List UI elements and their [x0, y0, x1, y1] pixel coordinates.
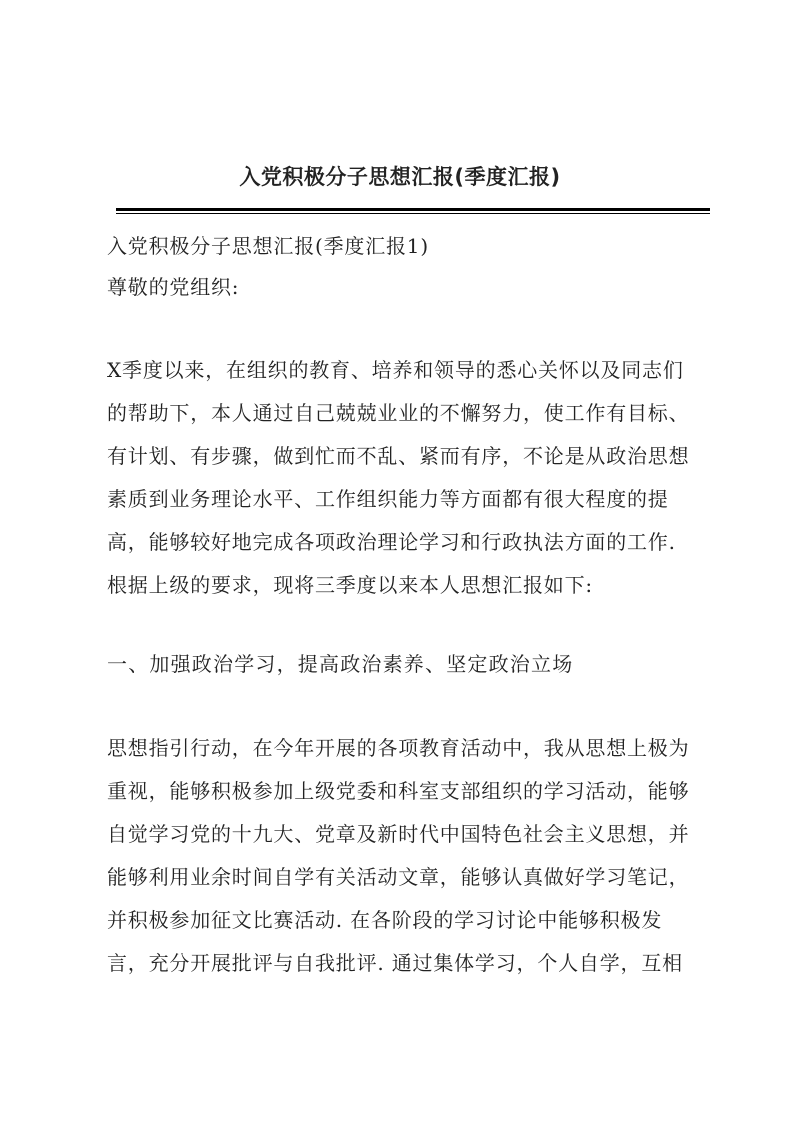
section-heading: 一、加强政治学习，提高政治素养、坚定政治立场: [107, 652, 574, 676]
paragraph-line: 的帮助下，本人通过自己兢兢业业的不懈努力，使工作有目标、: [107, 401, 690, 425]
document-subtitle: 入党积极分子思想汇报(季度汇报1): [107, 234, 429, 258]
paragraph-line: 言，充分开展批评与自我批评. 通过集体学习，个人自学，互相: [107, 951, 683, 975]
salutation: 尊敬的党组织:: [107, 275, 240, 299]
paragraph-line: 自觉学习党的十九大、党章及新时代中国特色社会主义思想，并: [107, 822, 690, 846]
title-divider: [116, 208, 710, 214]
paragraph-line: 根据上级的要求，现将三季度以来本人思想汇报如下:: [107, 573, 593, 597]
paragraph-line: 能够利用业余时间自学有关活动文章，能够认真做好学习笔记，: [107, 865, 690, 889]
paragraph-line: 有计划、有步骤，做到忙而不乱、紧而有序，不论是从政治思想: [107, 444, 690, 468]
paragraph-line: 重视，能够积极参加上级党委和科室支部组织的学习活动，能够: [107, 779, 690, 803]
paragraph-line: X季度以来，在组织的教育、培养和领导的悉心关怀以及同志们: [107, 358, 684, 382]
paragraph-line: 高，能够较好地完成各项政治理论学习和行政执法方面的工作.: [107, 530, 676, 554]
paragraph-line: 并积极参加征文比赛活动. 在各阶段的学习讨论中能够积极发: [107, 908, 663, 932]
paragraph-line: 素质到业务理论水平、工作组织能力等方面都有很大程度的提: [107, 487, 669, 511]
paragraph-line: 思想指引行动，在今年开展的各项教育活动中，我从思想上极为: [107, 736, 690, 760]
document-title: 入党积极分子思想汇报(季度汇报): [239, 165, 561, 189]
